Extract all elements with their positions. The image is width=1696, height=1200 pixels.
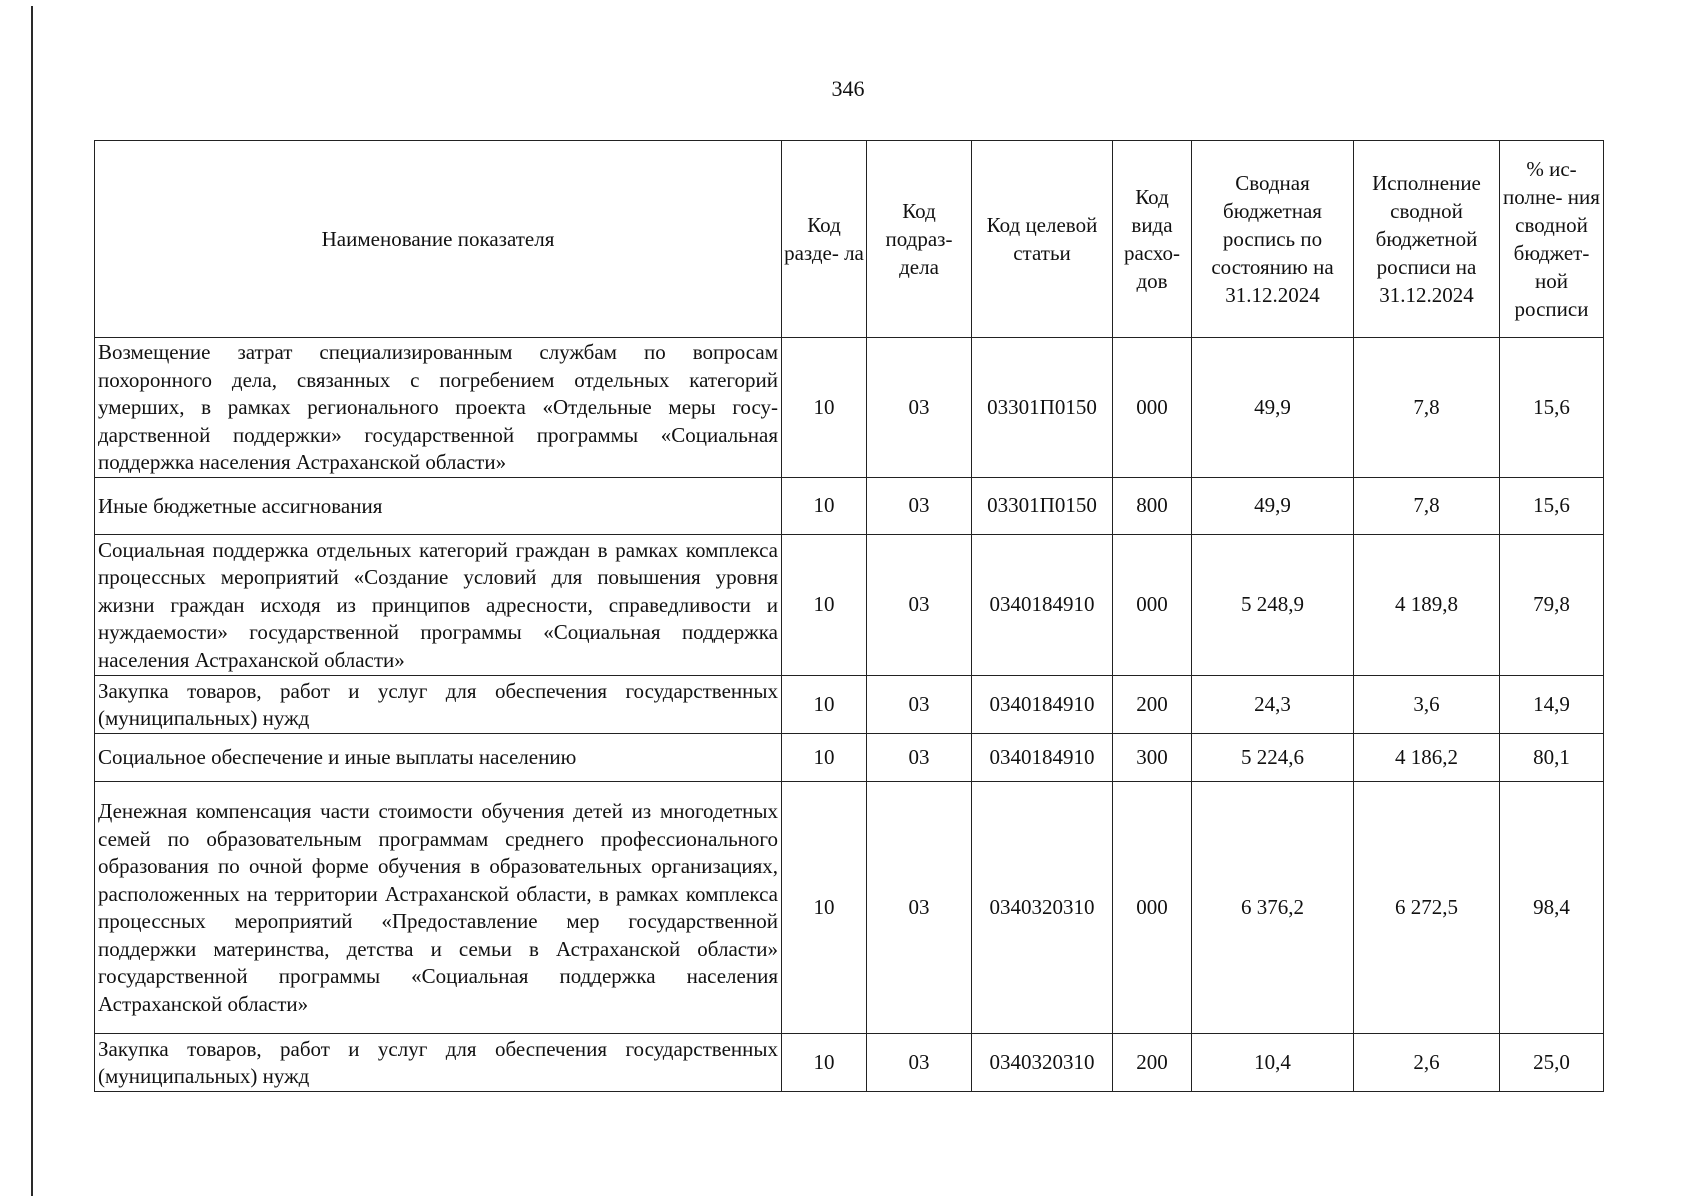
row-expense-type-code: 300 bbox=[1113, 734, 1192, 782]
row-subsection-code: 03 bbox=[867, 1034, 972, 1092]
row-budget-execution: 4 186,2 bbox=[1354, 734, 1500, 782]
row-execution-percent: 25,0 bbox=[1500, 1034, 1604, 1092]
row-expense-type-code: 200 bbox=[1113, 676, 1192, 734]
row-subsection-code: 03 bbox=[867, 535, 972, 676]
table-row bbox=[95, 535, 1604, 676]
row-name: Денежная компенсация части стоимости обучения детей из многодетных семей по образовательным программам среднего профессионального образования по очной форме обучения в образовательных организациях, расположенных на территории Астраханской области, в рамках комплекса процессных мероприятий «Предоставление мер государственной поддержки материнства, детства и семьи в Астраханской области» государственной программы «Социальная поддержка населения Астраханской области» bbox=[95, 782, 782, 1034]
row-name: Возмещение затрат специализированным службам по вопросам похоронного дела, связанных с погребением отдельных категорий умерших, в рамках регионального проекта «Отдельные меры государственной поддержки» государственной программы «Социальная поддержка населения Астраханской области» bbox=[95, 338, 782, 478]
row-target-code: 03301П0150 bbox=[972, 338, 1113, 478]
row-name: Социальное обеспечение и иные выплаты населению bbox=[95, 734, 782, 782]
row-budget-plan: 6 376,2 bbox=[1192, 782, 1354, 1034]
row-execution-percent: 79,8 bbox=[1500, 535, 1604, 676]
row-target-code: 0340320310 bbox=[972, 782, 1113, 1034]
row-budget-plan: 49,9 bbox=[1192, 338, 1354, 478]
table-row bbox=[95, 338, 1604, 478]
row-section-code: 10 bbox=[782, 734, 867, 782]
row-target-code: 0340320310 bbox=[972, 1034, 1113, 1092]
row-section-code: 10 bbox=[782, 676, 867, 734]
header-subsection-code: Код подраз- дела bbox=[867, 141, 972, 338]
row-budget-plan: 5 224,6 bbox=[1192, 734, 1354, 782]
page-number: 346 bbox=[831, 76, 865, 101]
table-row bbox=[95, 676, 1604, 734]
table-row bbox=[95, 734, 1604, 782]
row-target-code: 03301П0150 bbox=[972, 478, 1113, 535]
header-target-code: Код целевой статьи bbox=[972, 141, 1113, 338]
row-budget-plan: 49,9 bbox=[1192, 478, 1354, 535]
row-name: Закупка товаров, работ и услуг для обеспечения государственных (муниципальных) нужд bbox=[95, 676, 782, 734]
row-budget-plan: 24,3 bbox=[1192, 676, 1354, 734]
row-expense-type-code: 000 bbox=[1113, 782, 1192, 1034]
row-expense-type-code: 800 bbox=[1113, 478, 1192, 535]
row-subsection-code: 03 bbox=[867, 338, 972, 478]
header-name: Наименование показателя bbox=[95, 141, 782, 338]
row-section-code: 10 bbox=[782, 338, 867, 478]
row-expense-type-code: 200 bbox=[1113, 1034, 1192, 1092]
row-execution-percent: 98,4 bbox=[1500, 782, 1604, 1034]
row-budget-plan: 10,4 bbox=[1192, 1034, 1354, 1092]
row-section-code: 10 bbox=[782, 782, 867, 1034]
table-header-row bbox=[95, 141, 1604, 338]
table-row bbox=[95, 478, 1604, 535]
row-subsection-code: 03 bbox=[867, 676, 972, 734]
row-expense-type-code: 000 bbox=[1113, 535, 1192, 676]
header-section-code: Код разде- ла bbox=[782, 141, 867, 338]
row-execution-percent: 14,9 bbox=[1500, 676, 1604, 734]
row-target-code: 0340184910 bbox=[972, 676, 1113, 734]
row-section-code: 10 bbox=[782, 535, 867, 676]
row-name: Закупка товаров, работ и услуг для обеспечения государственных (муниципальных) нужд bbox=[95, 1034, 782, 1092]
page-margin-line bbox=[31, 6, 33, 1196]
row-subsection-code: 03 bbox=[867, 782, 972, 1034]
row-execution-percent: 15,6 bbox=[1500, 478, 1604, 535]
row-execution-percent: 80,1 bbox=[1500, 734, 1604, 782]
row-budget-execution: 3,6 bbox=[1354, 676, 1500, 734]
row-execution-percent: 15,6 bbox=[1500, 338, 1604, 478]
row-budget-execution: 6 272,5 bbox=[1354, 782, 1500, 1034]
row-budget-execution: 2,6 bbox=[1354, 1034, 1500, 1092]
row-budget-execution: 7,8 bbox=[1354, 338, 1500, 478]
row-subsection-code: 03 bbox=[867, 734, 972, 782]
table-row bbox=[95, 782, 1604, 1034]
header-execution-percent: % ис- полне- ния сводной бюджет- ной росписи bbox=[1500, 141, 1604, 338]
row-budget-execution: 4 189,8 bbox=[1354, 535, 1500, 676]
row-target-code: 0340184910 bbox=[972, 734, 1113, 782]
row-budget-plan: 5 248,9 bbox=[1192, 535, 1354, 676]
header-budget-execution: Исполнение сводной бюджетной росписи на 31.12.2024 bbox=[1354, 141, 1500, 338]
row-budget-execution: 7,8 bbox=[1354, 478, 1500, 535]
table-row bbox=[95, 1034, 1604, 1092]
budget-table bbox=[94, 140, 1604, 1092]
row-section-code: 10 bbox=[782, 478, 867, 535]
row-subsection-code: 03 bbox=[867, 478, 972, 535]
row-section-code: 10 bbox=[782, 1034, 867, 1092]
header-expense-type-code: Код вида расхо- дов bbox=[1113, 141, 1192, 338]
row-expense-type-code: 000 bbox=[1113, 338, 1192, 478]
row-name: Социальная поддержка отдельных категорий граждан в рамках комплекса процессных мероприятий «Создание условий для повышения уровня жизни граждан исходя из принципов адресности, справедливости и нуждаемости» государственной программы «Социальная поддержка населения Астраханской области» bbox=[95, 535, 782, 676]
row-target-code: 0340184910 bbox=[972, 535, 1113, 676]
header-budget-plan: Сводная бюджетная роспись по состоянию на 31.12.2024 bbox=[1192, 141, 1354, 338]
row-name: Иные бюджетные ассигнования bbox=[95, 478, 782, 535]
